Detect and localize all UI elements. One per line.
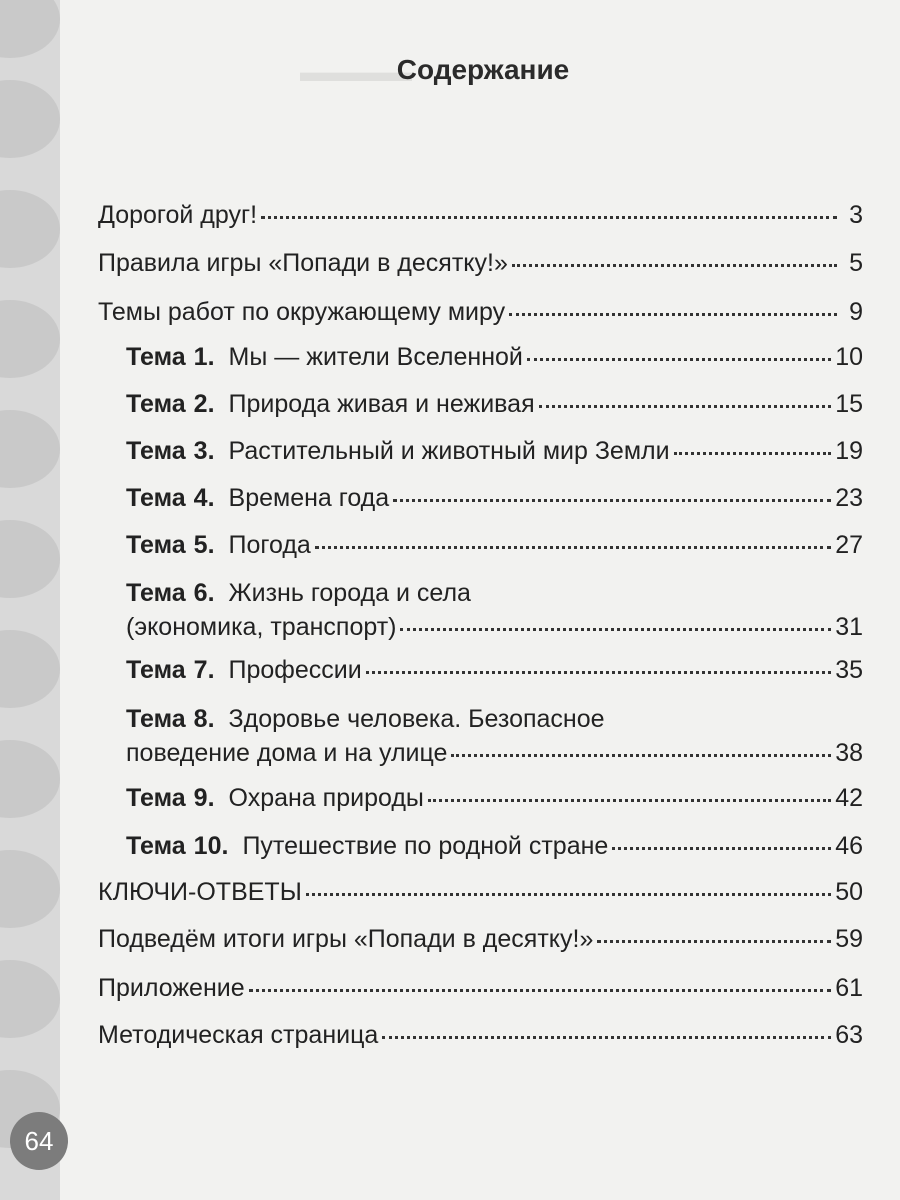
toc-page-number: 10: [835, 343, 863, 371]
toc-page-number: 46: [835, 832, 863, 860]
tema-number: 6.: [193, 579, 215, 607]
dot-leader: [597, 940, 831, 943]
dot-leader: [428, 799, 831, 802]
toc-page-number: 35: [835, 656, 863, 684]
bleed-through-title: ▬▬▬▬: [300, 56, 412, 87]
page-number: 64: [10, 1112, 68, 1170]
tema-word: Тема: [126, 343, 186, 371]
dot-leader: [674, 452, 832, 455]
toc-entry-title: Путешествие по родной стране: [242, 832, 609, 860]
tema-number: 5.: [193, 531, 215, 559]
toc-entry[interactable]: [126, 653, 863, 687]
toc-page-number: 63: [835, 1021, 863, 1049]
dot-leader: [382, 1036, 831, 1039]
tema-label: [126, 481, 215, 515]
toc-page-number: 61: [835, 974, 863, 1002]
dot-leader: [261, 216, 837, 219]
toc-entry-title: Погода: [228, 531, 311, 559]
tema-word: Тема: [126, 579, 186, 607]
toc-page-number: 42: [835, 784, 863, 812]
dot-leader: [315, 546, 831, 549]
toc-entry-title: Подведём итоги игры «Попади в десятку!»: [98, 925, 594, 953]
toc-entry[interactable]: [98, 246, 863, 280]
toc-entry-title-continued: поведение дома и на улице: [126, 739, 448, 767]
toc-entry-title: Профессии: [228, 656, 362, 684]
toc-entry-title: Растительный и животный мир Земли: [228, 437, 670, 465]
tema-label: [126, 528, 215, 562]
tema-label: [126, 387, 215, 421]
tema-label: [126, 829, 228, 863]
toc-entry-title: Дорогой друг!: [98, 201, 258, 229]
toc-page-number: 23: [835, 484, 863, 512]
tema-label: [126, 781, 215, 815]
toc-entry-title: Правила игры «Попади в десятку!»: [98, 249, 508, 277]
toc-entry-title: Методическая страница: [98, 1021, 379, 1049]
tema-label: [126, 653, 215, 687]
dot-leader: [539, 405, 832, 408]
dot-leader: [393, 499, 831, 502]
toc-entry[interactable]: [126, 781, 863, 815]
toc-entry[interactable]: [98, 922, 863, 956]
toc-entry-title: Здоровье человека. Безопасное: [228, 705, 605, 733]
dot-leader: [400, 628, 831, 631]
toc-entry-title: Приложение: [98, 974, 245, 1002]
tema-number: 3.: [193, 437, 215, 465]
dot-leader: [451, 754, 831, 757]
toc-entry-title: Охрана природы: [228, 784, 424, 812]
tema-label: [126, 340, 215, 374]
toc-entry[interactable]: [126, 576, 863, 644]
tema-word: Тема: [126, 705, 186, 733]
page-title: Содержание: [396, 54, 570, 85]
tema-label: [126, 579, 215, 607]
dot-leader: [306, 893, 831, 896]
toc-page-number: 15: [835, 390, 863, 418]
toc-entry[interactable]: [98, 971, 863, 1005]
toc-entry[interactable]: [126, 528, 863, 562]
dot-leader: [366, 671, 831, 674]
toc-page-number: 38: [835, 739, 863, 767]
toc-entry-title: Мы — жители Вселенной: [228, 343, 523, 371]
dot-leader: [249, 989, 832, 992]
toc-entry[interactable]: [126, 434, 863, 468]
tema-word: Тема: [126, 531, 186, 559]
dot-leader: [509, 313, 837, 316]
toc-entry[interactable]: [126, 702, 863, 770]
toc-entry-title: КЛЮЧИ-ОТВЕТЫ: [98, 878, 302, 906]
tema-label: [126, 434, 215, 468]
toc-page-number: 27: [835, 531, 863, 559]
toc-page-number: 50: [835, 878, 863, 906]
toc-entry[interactable]: [126, 829, 863, 863]
toc-entry[interactable]: [98, 875, 863, 909]
tema-number: 1.: [193, 343, 215, 371]
tema-label: [126, 705, 215, 733]
toc-entry[interactable]: [98, 1018, 863, 1052]
toc-page-number: 3: [849, 201, 863, 229]
tema-word: Тема: [126, 484, 186, 512]
toc-page-number: 19: [835, 437, 863, 465]
toc-entry-title-continued: (экономика, транспорт): [126, 613, 397, 641]
tema-word: Тема: [126, 832, 186, 860]
tema-word: Тема: [126, 784, 186, 812]
toc-page-number: 59: [835, 925, 863, 953]
tema-number: 4.: [193, 484, 215, 512]
toc-page-number: 5: [849, 249, 863, 277]
tema-number: 2.: [193, 390, 215, 418]
toc-entry-title: Жизнь города и села: [228, 579, 471, 607]
tema-word: Тема: [126, 437, 186, 465]
tema-number: 9.: [193, 784, 215, 812]
tema-word: Тема: [126, 656, 186, 684]
toc-entry-title: Природа живая и неживая: [228, 390, 535, 418]
tema-number: 7.: [193, 656, 215, 684]
dot-leader: [527, 358, 831, 361]
tema-word: Тема: [126, 390, 186, 418]
dot-leader: [612, 847, 831, 850]
toc-page-number: 31: [835, 613, 863, 641]
toc-page-number: 9: [849, 298, 863, 326]
dot-leader: [512, 264, 837, 267]
toc-entry-title: Темы работ по окружающему миру: [98, 298, 506, 326]
tema-number: 8.: [193, 705, 215, 733]
tema-number: 10.: [193, 832, 229, 860]
toc-entry-title: Времена года: [228, 484, 390, 512]
toc-entry[interactable]: [126, 387, 863, 421]
toc-entry[interactable]: [126, 481, 863, 515]
toc-entry[interactable]: [98, 295, 863, 329]
toc-entry[interactable]: [98, 198, 863, 232]
toc-entry[interactable]: [126, 340, 863, 374]
